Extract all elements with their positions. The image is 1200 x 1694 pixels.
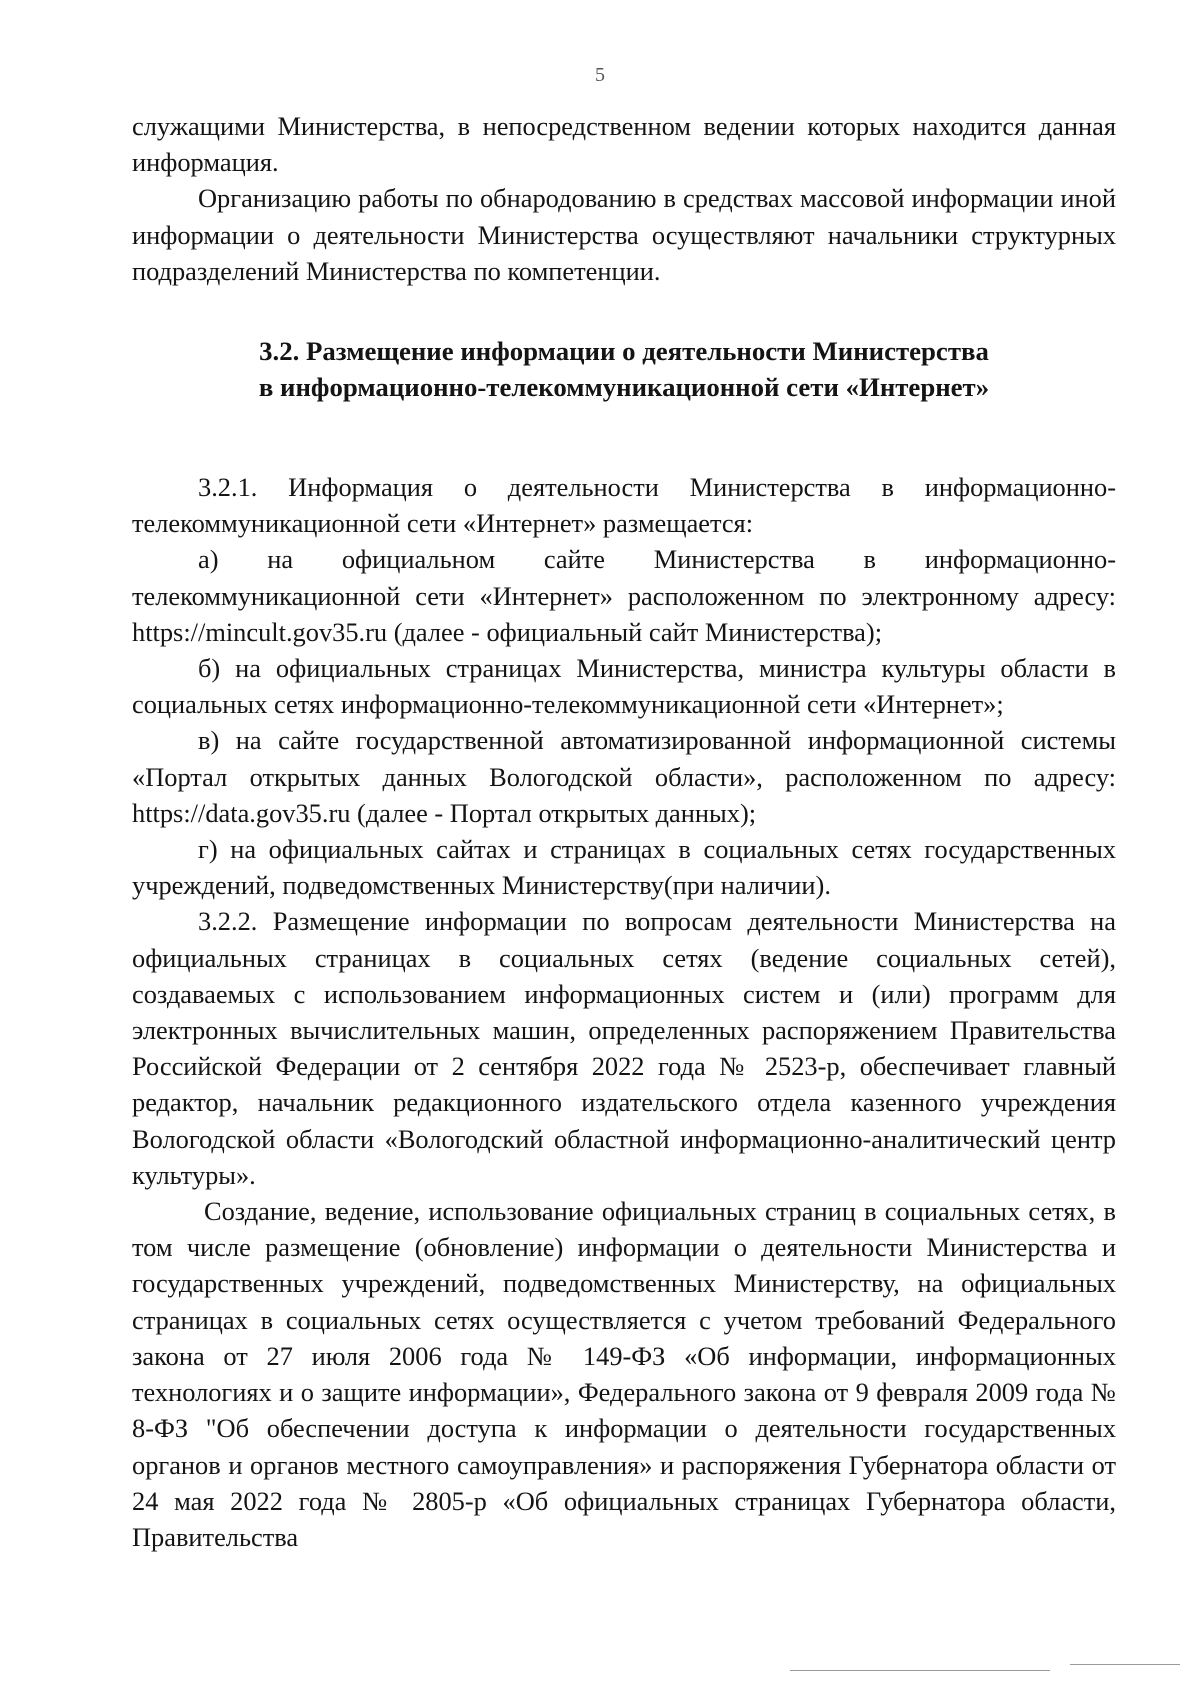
section-heading-line-1: 3.2. Размещение информации о деятельности Министерства bbox=[259, 336, 989, 367]
document-body bbox=[132, 108, 1116, 1555]
page-number: 5 bbox=[595, 64, 605, 86]
section-heading-line-2: в информационно-телекоммуникационной сети «Интернет» bbox=[258, 372, 990, 403]
list-item-g: г) на официальных сайтах и страницах в социальных сетях государственных учреждений, подведомственных Министерству(при наличии). bbox=[132, 834, 1116, 901]
paragraph-social-pages: Создание, ведение, использование официальных страниц в социальных сетях, в том числе размещение (обновление) информации о деятельности Министерства и государственных учреждений, подведомственных Министерству, на официальных страницах в социальных сетях осуществляется с учетом требований Федерального закона от 27 июля 2006 года № 149-ФЗ «Об информации, информационных технологиях и о защите информации», Федерального закона от 9 февраля 2009 года № 8-ФЗ "Об обеспечении доступа к информации о деятельности государственных органов и органов местного самоуправления» и распоряжения Губернатора области от 24 мая 2022 года № 2805-р «Об официальных страницах Губернатора области, Правительства bbox=[132, 1196, 1116, 1552]
list-item-v: в) на сайте государственной автоматизированной информационной системы «Портал открытых данных Вологодской области», расположенном по адресу: https://data.gov35.ru (далее - Портал открытых данных); bbox=[132, 725, 1116, 828]
list-item-b: б) на официальных страницах Министерства, министра культуры области в социальных сетях информационно-телекоммуникационной сети «Интернет»; bbox=[132, 653, 1116, 720]
list-item-a: а) на официальном сайте Министерства в информационно-телекоммуникационной сети «Интернет» расположенном по электронному адресу: https://mincult.gov35.ru (далее - официальный сайт Министерства); bbox=[132, 544, 1116, 647]
paragraph-organization: Организацию работы по обнародованию в средствах массовой информации иной информации о деятельности Министерства осуществляют начальники структурных подразделений Министерства по компетенции. bbox=[132, 183, 1116, 286]
paragraph-3-2-1: 3.2.1. Информация о деятельности Министерства в информационно-телекоммуникационной сети «Интернет» размещается: bbox=[132, 472, 1116, 539]
paragraph-continuation: служащими Министерства, в непосредственном ведении которых находится данная информация. bbox=[132, 111, 1116, 178]
paragraph-3-2-2: 3.2.2. Размещение информации по вопросам деятельности Министерства на официальных страницах в социальных сетях (ведение социальных сетей), создаваемых с использованием информационных систем и (или) программ для электронных вычислительных машин, определенных распоряжением Правительства Российской Федерации от 2 сентября 2022 года № 2523-р, обеспечивает главный редактор, начальник редакционного издательского отдела казенного учреждения Вологодской области «Вологодский областной информационно-аналитический центр культуры». bbox=[132, 906, 1116, 1190]
scan-artifact-line bbox=[1070, 1664, 1180, 1665]
scan-artifact-line bbox=[790, 1670, 1050, 1671]
section-heading bbox=[132, 333, 1116, 405]
